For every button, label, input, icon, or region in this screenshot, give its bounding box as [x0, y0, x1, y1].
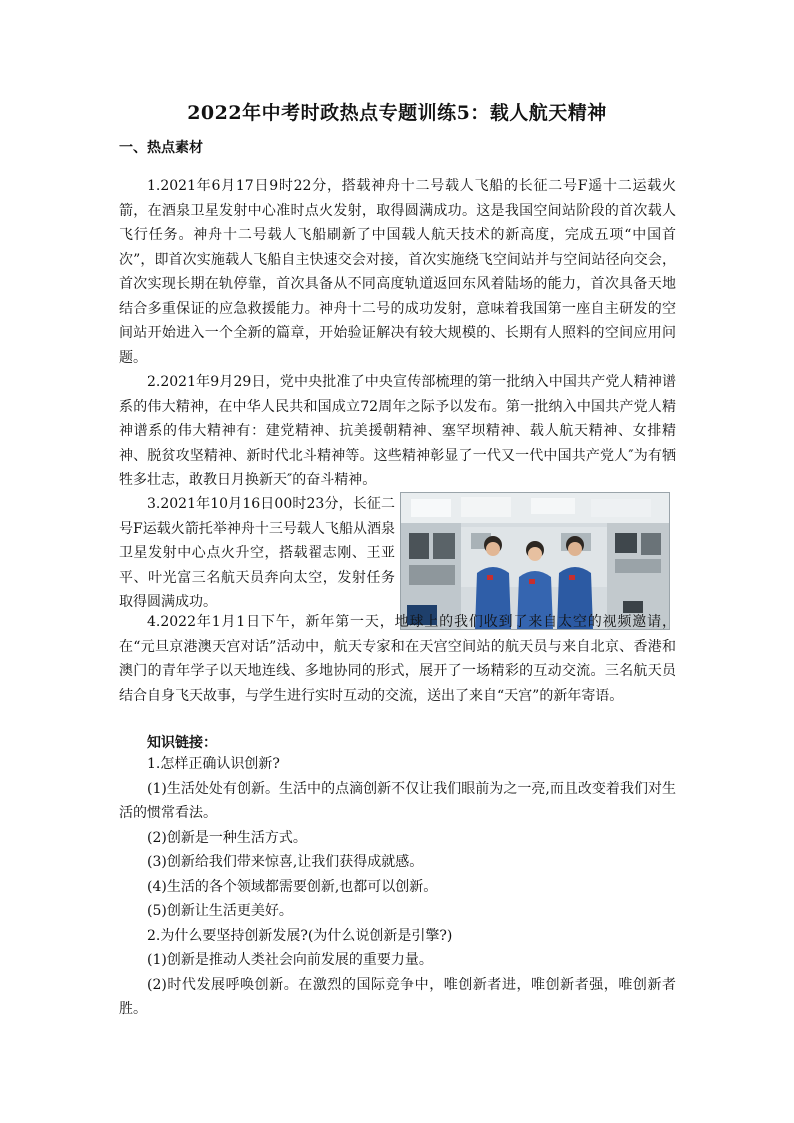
knowledge-item: (2)时代发展呼唤创新。在激烈的国际竞争中，唯创新者进，唯创新者强，唯创新者胜。 — [119, 976, 676, 1017]
knowledge-item: (3)创新给我们带来惊喜,让我们获得成就感。 — [147, 854, 424, 870]
knowledge-item: (2)创新是一种生活方式。 — [147, 829, 307, 846]
knowledge-item: 2.为什么要坚持创新发展?(为什么说创新是引擎?) — [147, 927, 453, 944]
knowledge-item: (4)生活的各个领域都需要创新,也都可以创新。 — [147, 878, 438, 895]
space-station-interior-image — [401, 493, 669, 629]
knowledge-item: 1.怎样正确认识创新? — [147, 756, 280, 772]
paragraph-4: 4.2022年1月1日下午，新年第一天，地球上的我们收到了来自太空的视频邀请，在“元旦京港澳天宫对话”活动中，航天专家和在天宫空间站的航天员与来自北京、香港和澳门的青年学子以天地连线、多地协同的形式，展开了一场精彩的互动交流。三名航天员结合自身飞天故事，与学生进行实时互动的交流，送出了来自“天宫”的新年寄语。 — [119, 614, 676, 704]
page-title: 2022年中考时政热点专题训练5：载人航天精神 — [187, 102, 607, 124]
paragraph-3: 3.2021年10月16日00时23分，长征二号F运载火箭托举神舟十三号载人飞船从酒泉卫星发射中心点火升空，搭载翟志刚、王亚平、叶光富三名航天员奔向太空，发射任务取得圆满成功。 — [119, 496, 395, 610]
knowledge-item: (1)生活处处有创新。生活中的点滴创新不仅让我们眼前为之一亮,而且改变着我们对生活的惯常看法。 — [119, 780, 676, 821]
knowledge-item: (1)创新是推动人类社会向前发展的重要力量。 — [147, 952, 433, 968]
paragraph-1: 1.2021年6月17日9时22分，搭载神舟十二号载人飞船的长征二号F遥十二运载火箭，在酒泉卫星发射中心准时点火发射，取得圆满成功。这是我国空间站阶段的首次载人飞行任务。神舟十二号载人飞船刷新了中国载人航天技术的新高度，完成五项“中国首次”，即首次实施载人飞船自主快速交会对接，首次实施绕飞空间站并与空间站径向交会，首次实现长期在轨停靠，首次具备从不同高度轨道返回东风着陆场的能力，首次具备天地结合多重保证的应急救援能力。神舟十二号的成功发射，意味着我国第一座自主研发的空间站开始进入一个全新的篇章，开始验证解决有较大规模的、长期有人照料的空间应用问题。 — [119, 178, 676, 366]
paragraph-2: 2.2021年9月29日，党中央批准了中央宣传部梳理的第一批纳入中国共产党人精神谱系的伟大精神，在中华人民共和国成立72周年之际予以发布。第一批纳入中国共产党人精神谱系的伟大精神有：建党精神、抗美援朝精神、塞罕坝精神、载人航天精神、女排精神、脱贫攻坚精神、新时代北斗精神等。这些精神彰显了一代又一代中国共产党人″为有牺牲多壮志，敢教日月换新天″的奋斗精神。 — [119, 374, 676, 488]
knowledge-heading: 知识链接： — [147, 735, 217, 751]
section-heading: 一、热点素材 — [119, 140, 203, 156]
knowledge-list — [119, 752, 676, 1022]
knowledge-item: (5)创新让生活更美好。 — [147, 903, 293, 919]
